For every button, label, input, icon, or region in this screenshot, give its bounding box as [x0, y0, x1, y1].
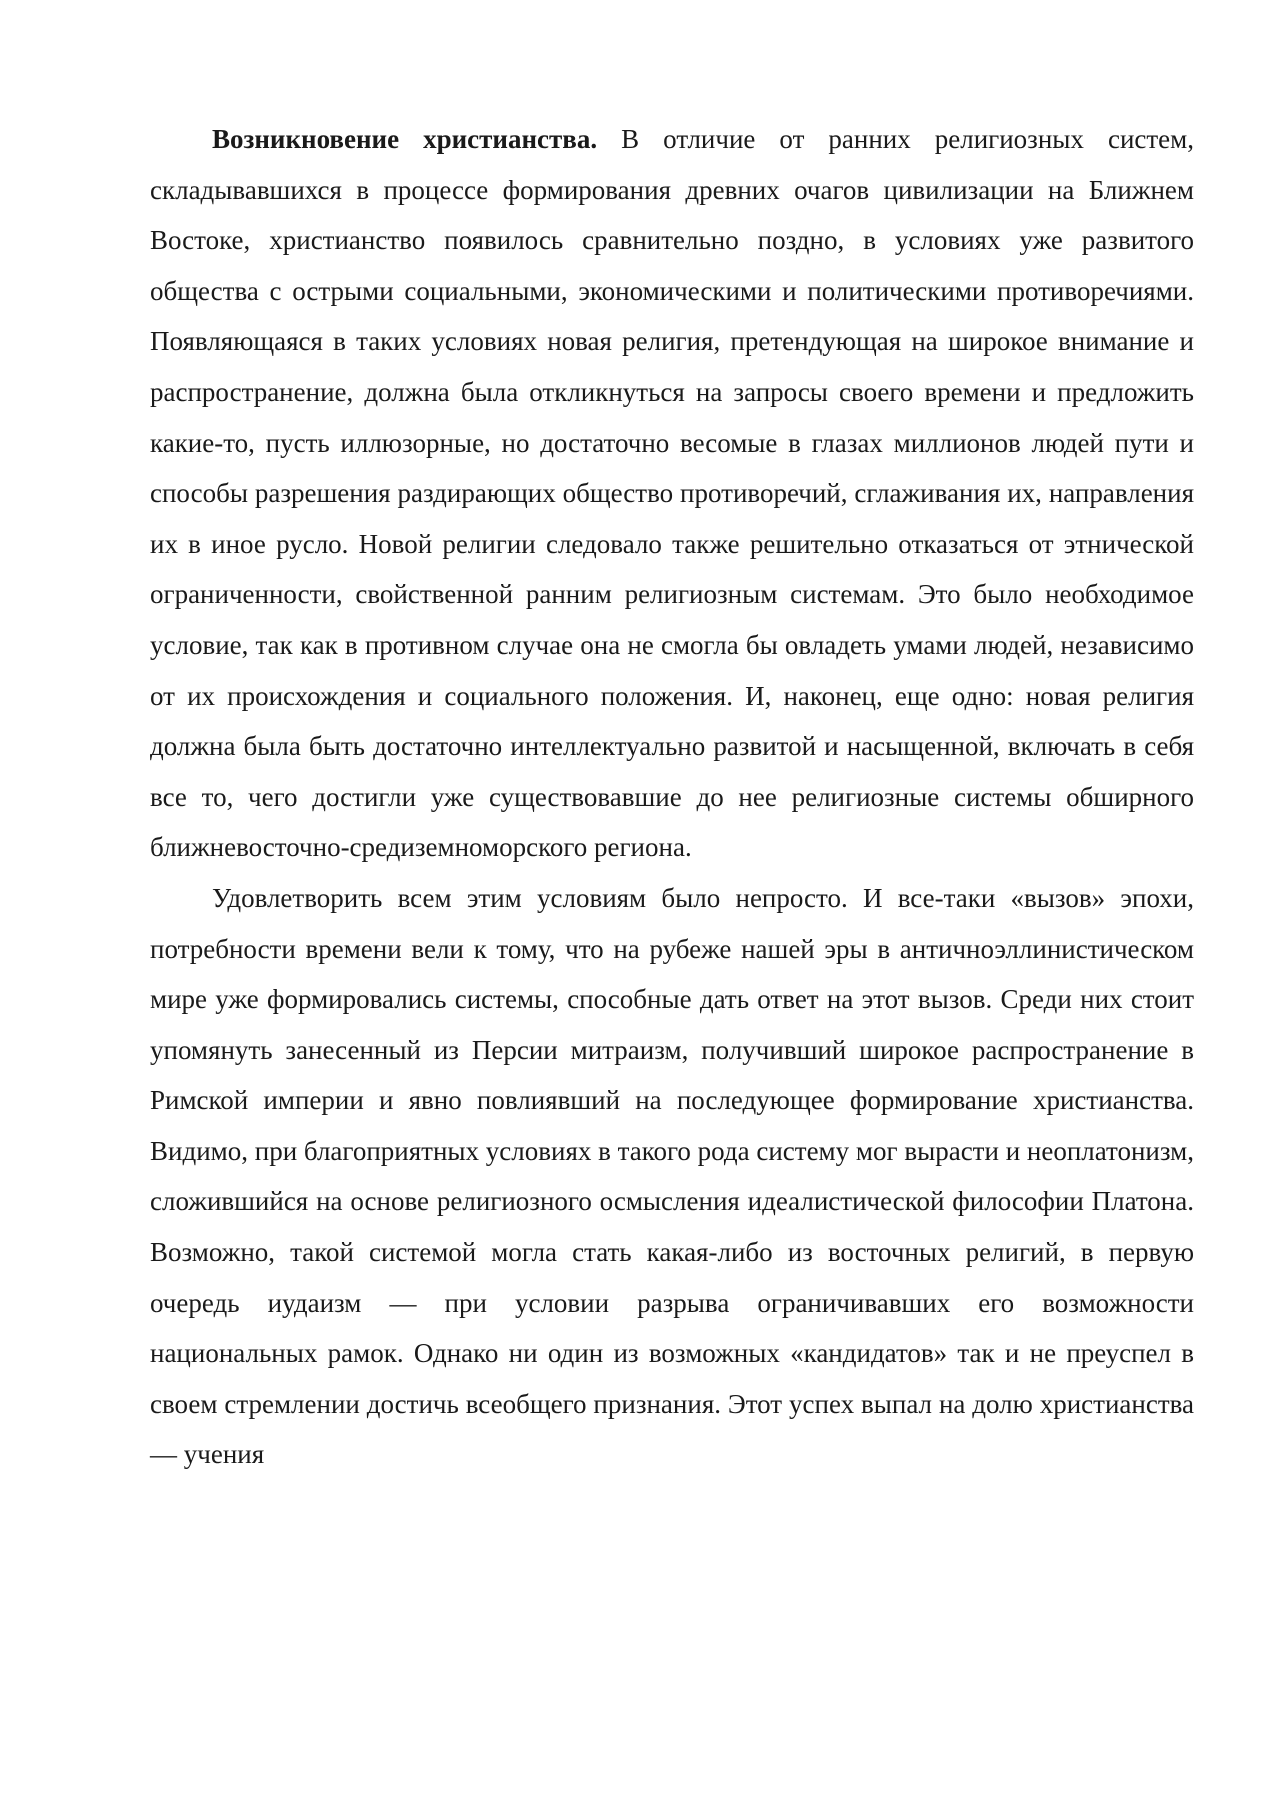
paragraph-1 [150, 114, 1194, 873]
paragraph-2 [150, 873, 1194, 1480]
paragraph-1-text: В отличие от ранних религиозных систем, складывавшихся в процессе формирования древних очагов цивилизации на Ближнем Востоке, христианство появилось сравнительно поздно, в условиях уже развитого общества с острыми социальными, экономическими и политическими противоречиями. Появляющаяся в таких условиях новая религия, претендующая на широкое внимание и распространение, должна была откликнуться на запросы своего времени и предложить какие-то, пусть иллюзорные, но достаточно весомые в глазах миллионов людей пути и способы разрешения раздирающих общество противоречий, сглаживания их, направления их в иное русло. Новой религии следовало также решительно отказаться от этнической ограниченности, свойственной ранним религиозным системам. Это было необходимое условие, так как в противном случае она не смогла бы овладеть умами людей, независимо от их происхождения и социального положения. И, наконец, еще одно: новая религия должна была быть достаточно интеллектуально развитой и насыщенной, включать в себя все то, чего достигли уже существовавшие до нее религиозные системы обширного ближневосточно-средиземноморского региона. [150, 124, 1194, 863]
document-body [150, 114, 1194, 1480]
paragraph-2-text: Удовлетворить всем этим условиям было непросто. И все-таки «вызов» эпохи, потребности времени вели к тому, что на рубеже нашей эры в античноэллинистическом мире уже формировались системы, способные дать ответ на этот вызов. Среди них стоит упомянуть занесенный из Персии митраизм, получивший широкое распространение в Римской империи и явно повлиявший на последующее формирование христианства. Видимо, при благоприятных условиях в такого рода систему мог вырасти и неоплатонизм, сложившийся на основе религиозного осмысления идеалистической философии Платона. Возможно, такой системой могла стать какая-либо из восточных религий, в первую очередь иудаизм — при условии разрыва ограничивавших его возможности национальных рамок. Однако ни один из возможных «кандидатов» так и не преуспел в своем стремлении достичь всеобщего признания. Этот успех выпал на долю христианства — учения [150, 882, 1194, 1470]
section-heading: Возникновение христианства. [212, 124, 598, 154]
